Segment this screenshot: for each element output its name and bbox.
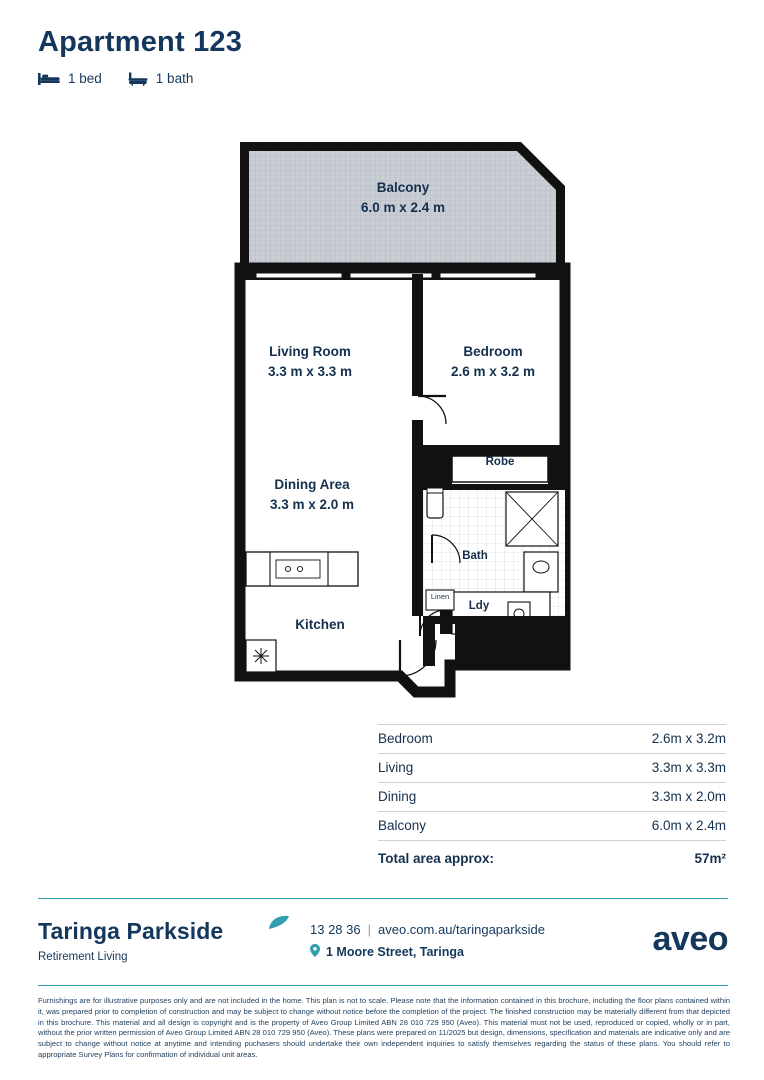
schedule-room-name: Bedroom [378, 731, 433, 746]
total-area-value: 57m² [694, 851, 726, 866]
page-title: Apartment 123 [38, 26, 243, 58]
brand-name-text: Taringa Parkside [38, 918, 224, 944]
schedule-room-dims: 6.0m x 2.4m [651, 818, 726, 833]
schedule-room-dims: 2.6m x 3.2m [651, 731, 726, 746]
page-footer [38, 918, 728, 963]
brand-tagline: Retirement Living [38, 951, 128, 963]
room-label-bath: Bath [462, 550, 488, 562]
aveo-logo: aveo [652, 920, 728, 958]
room-label-ldy: Ldy [468, 600, 490, 612]
address-text: 1 Moore Street, Taringa [326, 945, 464, 959]
schedule-room-name: Living [378, 760, 414, 775]
leaf-icon [268, 910, 290, 937]
location-pin-icon [310, 944, 320, 960]
room-label-kitchen: Kitchen [295, 617, 345, 632]
spec-bed-label: 1 bed [68, 71, 102, 86]
page-header [38, 26, 242, 86]
contact-block [310, 922, 545, 960]
room-label-living: Living Room 3.3 m x 3.3 m [267, 344, 353, 379]
schedule-room-dims: 3.3m x 2.0m [651, 789, 726, 804]
spec-bath-label: 1 bath [155, 71, 194, 86]
schedule-room-name: Dining [378, 789, 417, 804]
area-schedule [378, 724, 726, 873]
property-specs [38, 71, 242, 86]
divider-top [38, 898, 728, 899]
brand-name [38, 918, 223, 945]
spec-bath [128, 71, 194, 86]
table-row [378, 783, 726, 812]
bath-icon [128, 72, 148, 86]
disclaimer-text: Furnishings are for illustrative purposes only and are not included in the home. This plan is not to scale. Please note that the information contained in this brochure, including the floor plans contained within it, was prepared prior to completion of construction and may be subject to change without notice before the completion of the project. The finished construction may be materially different from that depicted in this brochure. This material and all design is copyright and is the property of Aveo Group Limited ABN 28 010 729 950 (Aveo). This material must not be used, reproduced or copied, wholly or in part, without the prior written permission of Aveo Group Limited ABN 28 010 729 950 (Aveo). These plans were prepared on 11/2025 but design, dimensions, specification and materials are indicative only and are subject to change without notice at anytime and intending puchasers should undertake their own independent inquiries to satisfy themselves regarding the status of these plans. You should refer to appropriate Survey Plans for confirmation of individual unit areas. [38, 996, 730, 1059]
floorplan [0, 120, 764, 720]
total-area-label: Total area approx: [378, 851, 495, 866]
room-label-balcony: Balcony 6.0 m x 2.4 m [360, 180, 446, 215]
room-label-robe: Robe [485, 456, 515, 468]
room-label-dining: Dining Area 3.3 m x 2.0 m [269, 477, 355, 512]
phone-number[interactable]: 13 28 36 [310, 922, 361, 937]
table-row [378, 754, 726, 783]
room-label-linen: Linen [430, 592, 450, 601]
spec-bed [38, 71, 102, 86]
bed-icon [38, 72, 60, 86]
website-link[interactable]: aveo.com.au/taringaparkside [378, 922, 545, 937]
table-row [378, 724, 726, 754]
table-row [378, 812, 726, 841]
room-label-bedroom: Bedroom 2.6 m x 3.2 m [450, 344, 536, 379]
floorplan-drawing [0, 120, 764, 720]
contact-separator: | [367, 922, 371, 937]
schedule-room-dims: 3.3m x 3.3m [651, 760, 726, 775]
schedule-room-name: Balcony [378, 818, 427, 833]
table-row-total [378, 841, 726, 873]
divider-bottom [38, 985, 728, 986]
